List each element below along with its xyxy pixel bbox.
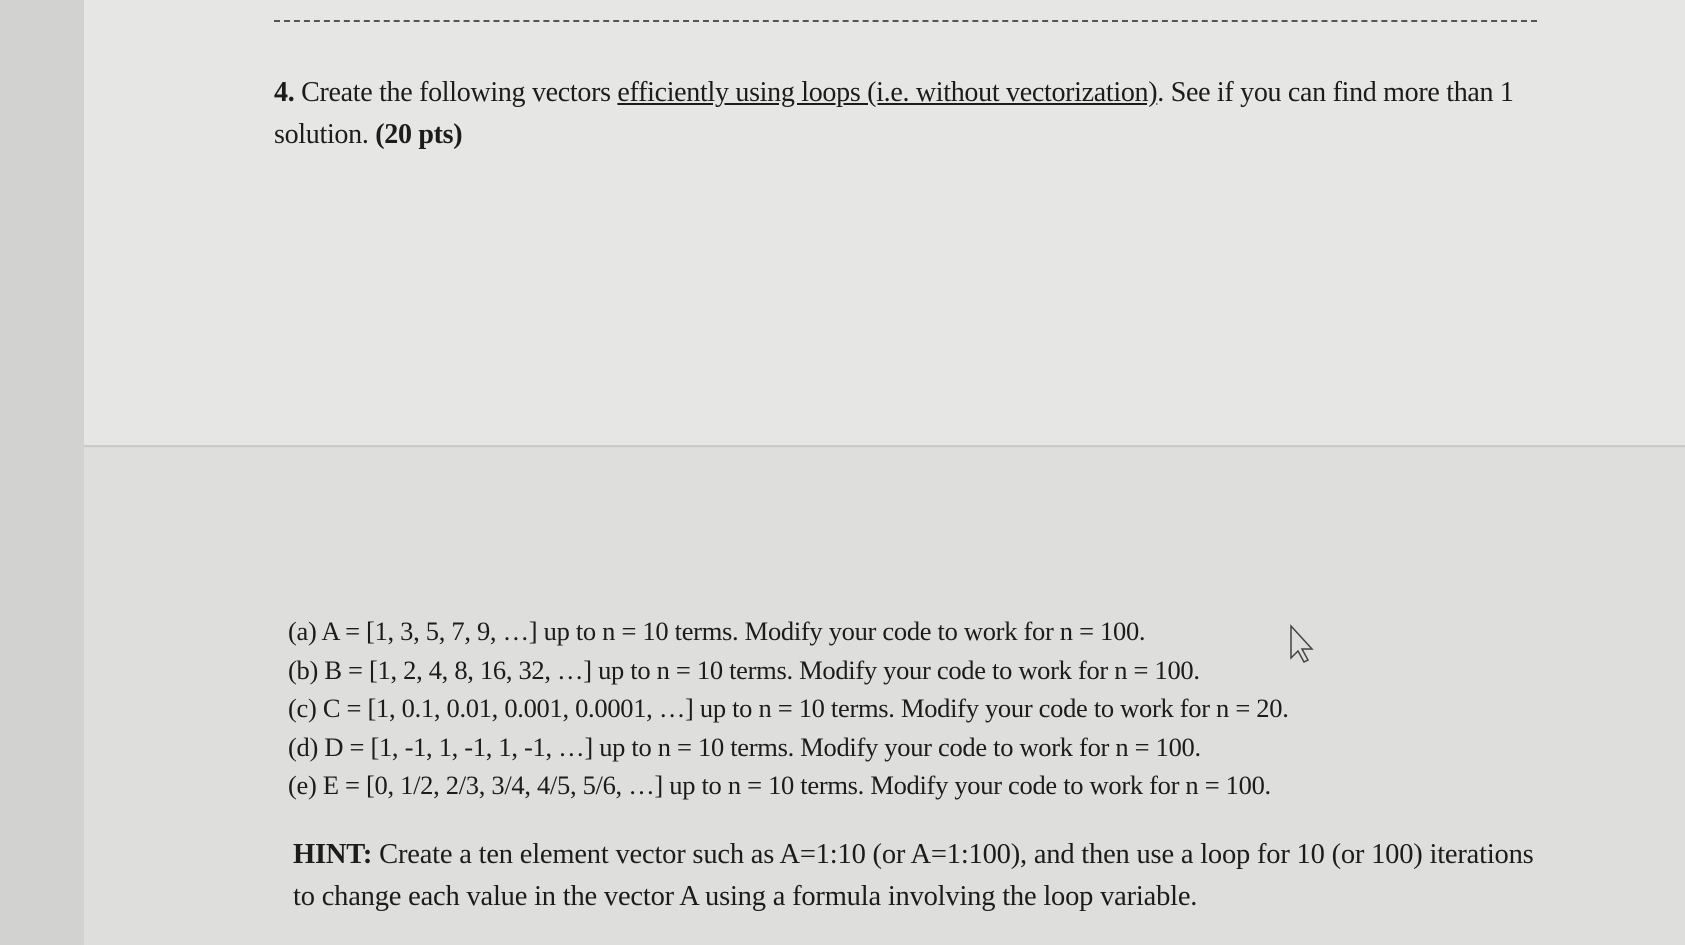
question-text-after: . See if you can find more than 1 solution. <box>274 77 1514 150</box>
item-c: (c) C = [1, 0.1, 0.01, 0.001, 0.0001, …] up to n = 10 terms. Modify your code to work for n = 20. <box>288 693 1289 723</box>
document-page-upper <box>84 0 1685 446</box>
item-b: (b) B = [1, 2, 4, 8, 16, 32, …] up to n = 10 terms. Modify your code to work for n = 100. <box>288 654 1200 685</box>
question-underlined-text: efficiently using loops (i.e. without vectorization) <box>617 77 1158 108</box>
page-divider <box>84 445 1685 447</box>
question-number: 4. <box>274 77 295 108</box>
item-list <box>288 612 1289 805</box>
question-points: (20 pts) <box>375 119 463 150</box>
item-d: (d) D = [1, -1, 1, -1, 1, -1, …] up to n = 10 terms. Modify your code to work for n = 100. <box>288 731 1201 762</box>
question-text-before: Create the following vectors <box>294 77 618 108</box>
screen-left-margin <box>0 0 84 945</box>
item-a: (a) A = [1, 3, 5, 7, 9, …] up to n = 10 terms. Modify your code to work for n = 100. <box>288 616 1146 646</box>
item-e: (e) E = [0, 1/2, 2/3, 3/4, 4/5, 5/6, …] up to n = 10 terms. Modify your code to work for n = 100. <box>288 770 1271 800</box>
hint-text: Create a ten element vector such as A=1:10 (or A=1:100), and then use a loop for 10 (or 100) iterations to change each value in the vector A using a formula involving the loop variable. <box>293 839 1534 912</box>
dashed-separator <box>274 20 1537 22</box>
hint <box>293 834 1543 918</box>
hint-label: HINT: <box>293 839 373 870</box>
question-4 <box>274 72 1534 156</box>
mouse-cursor-icon <box>1288 624 1322 664</box>
